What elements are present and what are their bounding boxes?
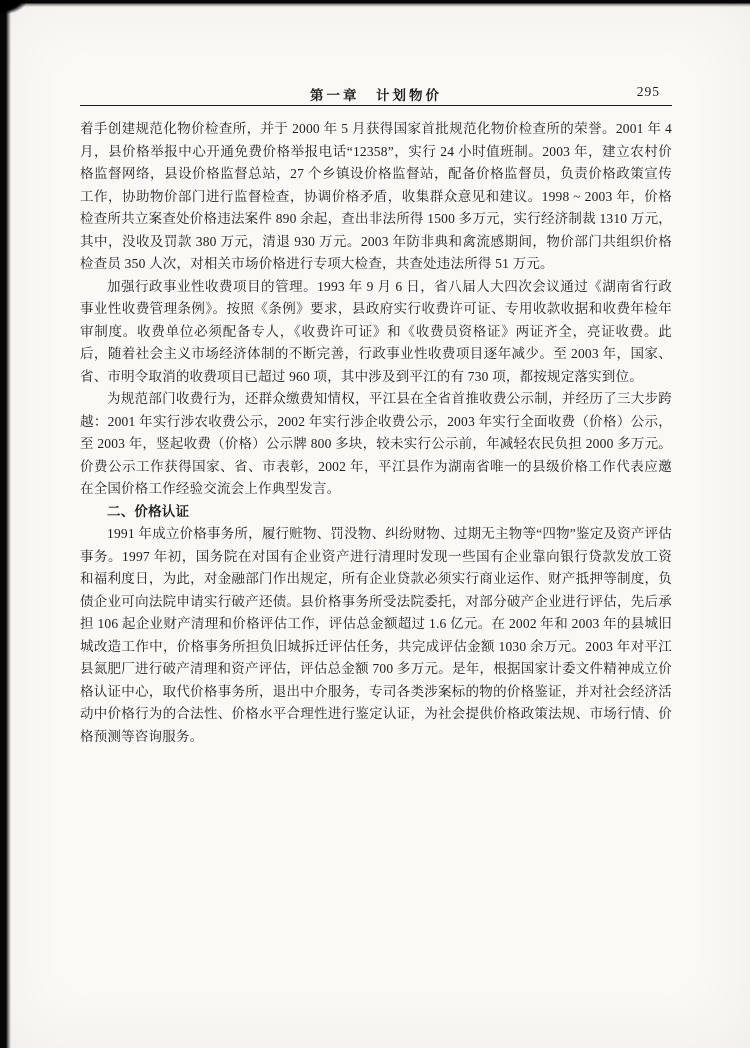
scan-artifact-left-edge (0, 0, 11, 1048)
section-heading-price-certification: 二、价格认证 (107, 503, 190, 519)
header-rule (80, 105, 672, 106)
paragraph-fee-management: 加强行政事业性收费项目的管理。1993 年 9 月 6 日，省八届人大四次会议通过《湖南省行政事业性收费管理条例》。按照《条例》要求，县政府实行收费许可证、专用收款收据和收费年检年审制度。收费单位必须配备专人，《收费许可证》和《收费员资格证》两证齐全，亮证收费。此后，随着社会主义市场经济体制的不断完善，行政事业性收费项目逐年减少。至 2003 年，国家、省、市明令取消的收费项目已超过 960 项，其中涉及到平江的有 730 项，都按规定落实到位。 (80, 278, 672, 384)
scan-artifact-top-edge (0, 0, 750, 7)
paragraph-price-certification: 1991 年成立价格事务所，履行赃物、罚没物、纠纷财物、过期无主物等“四物”鉴定及资产评估事务。1997 年初，国务院在对国有企业资产进行清理时发现一些国有企业靠向银行贷款发放工资和福利度日，为此，对金融部门作出规定，所有企业贷款必须实行商业运作、财产抵押等制度，负债企业可向法院申请实行破产还债。县价格事务所受法院委托，对部分破产企业进行评估，先后承担 106 起企业财产清理和价格评估工作，评估总金额超过 1.6 亿元。在 2002 年和 2003 年的县城旧城改造工作中，价格事务所担负旧城拆迁评估任务，共完成评估金额 1030 余万元。2003 年对平江县氮肥厂进行破产清理和资产评估，评估总金额 700 多万元。是年，根据国家计委文件精神成立价格认证中心，取代价格事务所，退出中介服务，专司各类涉案标的物的价格鉴证，并对社会经济活动中价格行为的合法性、价格水平合理性进行鉴定认证，为社会提供价格政策法规、市场行情、价格预测等咨询服务。 (80, 526, 672, 744)
scan-artifact-corner (0, 0, 26, 14)
chapter-title: 第一章 计划物价 (310, 88, 442, 103)
page-content-area (80, 0, 672, 748)
page-number: 295 (636, 84, 660, 99)
page-body (80, 118, 672, 748)
paragraph-price-inspection: 着手创建规范化物价检查所，并于 2000 年 5 月获得国家首批规范化物价检查所的荣誉。2001 年 4 月，县价格举报中心开通免费价格举报电话“12358”，实行 24 小时值班制。2003 年，建立农村价格监督网络，县设价格监督总站，27 个乡镇设价格监督站，配备价格监督员，负责价格政策宣传工作，协助物价部门进行监督检查，协调价格矛盾，收集群众意见和建议。1998 ~ 2003 年，价格检查所共立案查处价格违法案件 890 余起，查出非法所得 1500 多万元，实行经济制裁 1310 万元，其中，没收及罚款 380 万元，清退 930 万元。2003 年防非典和禽流感期间，物价部门共组织价格检查员 350 人次，对相关市场价格进行专项大检查，共查处违法所得 51 万元。 (80, 121, 672, 272)
paragraph-fee-publicity: 为规范部门收费行为，还群众缴费知情权，平江县在全省首推收费公示制，并经历了三大步跨越：2001 年实行涉农收费公示，2002 年实行涉企收费公示，2003 年实行全面收费（价格）公示，至 2003 年，竖起收费（价格）公示牌 800 多块，较未实行公示前，年减轻农民负担 2000 多万元。价费公示工作获得国家、省、市表彰，2002 年，平江县作为湖南省唯一的县级价格工作代表应邀在全国价格工作经验交流会上作典型发言。 (80, 391, 672, 497)
running-header (80, 84, 672, 102)
